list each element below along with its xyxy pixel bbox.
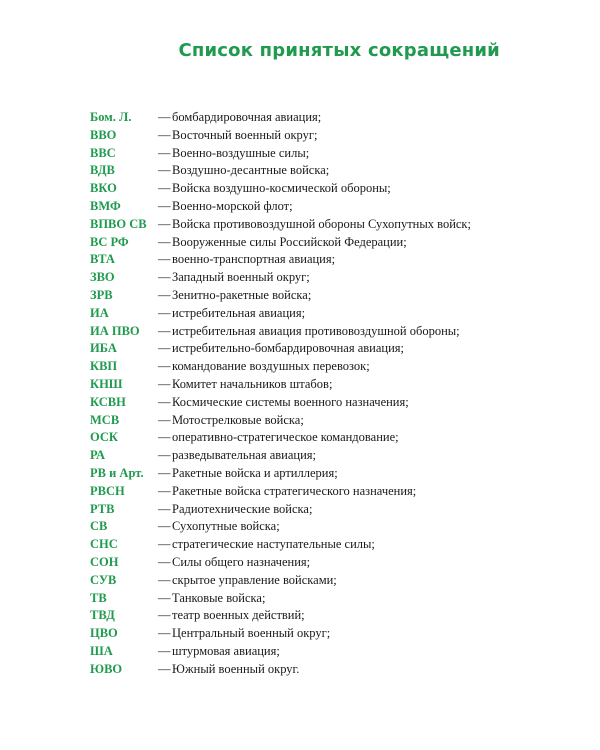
abbreviation-term: ИА ПВО — [90, 323, 140, 338]
abbreviation-definition: Военно-воздушные силы; — [172, 145, 310, 160]
abbreviation-dash: — — [158, 110, 171, 124]
abbreviation-term: ЗРВ — [90, 287, 113, 302]
abbreviation-dash: — — [158, 430, 171, 445]
abbreviation-term: ВКО — [90, 181, 117, 196]
abbreviation-row — [90, 251, 570, 269]
abbreviation-dash: — — [158, 252, 171, 267]
abbreviation-definition: командование воздушных перевозок; — [172, 359, 370, 374]
page-title: Список принятых сокращений — [178, 40, 500, 61]
abbreviation-dash: — — [158, 590, 171, 605]
abbreviation-term: ВМФ — [90, 198, 121, 213]
abbreviation-definition: военно-транспортная авиация; — [172, 252, 336, 267]
abbreviation-term: ВТА — [90, 252, 115, 267]
abbreviation-row — [90, 536, 570, 554]
abbreviation-row — [90, 109, 570, 127]
abbreviation-row — [90, 394, 570, 412]
abbreviation-row — [90, 483, 570, 501]
abbreviation-term: КНШ — [90, 376, 123, 391]
abbreviation-row — [90, 323, 570, 341]
abbreviation-row — [90, 465, 570, 483]
abbreviation-definition: бомбардировочная авиация; — [172, 110, 322, 124]
abbreviation-row — [90, 127, 570, 145]
abbreviation-definition: Радиотехнические войска; — [172, 501, 313, 516]
abbreviation-term: ТВ — [90, 590, 107, 605]
abbreviation-term: РВСН — [90, 483, 125, 498]
abbreviation-row — [90, 447, 570, 465]
abbreviation-row — [90, 643, 570, 661]
abbreviation-dash: — — [158, 465, 171, 480]
abbreviation-dash: — — [158, 127, 171, 142]
abbreviation-definition: Танковые войска; — [172, 590, 266, 605]
abbreviation-dash: — — [158, 305, 171, 320]
abbreviation-term: ИБА — [90, 341, 117, 356]
abbreviation-dash: — — [158, 341, 171, 356]
abbreviation-row — [90, 661, 570, 679]
abbreviation-row — [90, 501, 570, 519]
abbreviation-definition: Зенитно-ракетные войска; — [172, 287, 312, 302]
abbreviation-dash: — — [158, 661, 171, 676]
abbreviation-row — [90, 305, 570, 323]
abbreviation-dash: — — [158, 483, 171, 498]
abbreviation-dash: — — [158, 359, 171, 374]
abbreviation-row — [90, 429, 570, 447]
abbreviation-dash: — — [158, 519, 171, 534]
abbreviation-definition: истребительно-бомбардировочная авиация; — [172, 341, 405, 356]
abbreviation-dash: — — [158, 394, 171, 409]
abbreviation-definition: Мотострелковые войска; — [172, 412, 304, 427]
abbreviation-row — [90, 572, 570, 590]
abbreviation-term: КСВН — [90, 394, 126, 409]
abbreviation-dash: — — [158, 537, 171, 552]
abbreviation-dash: — — [158, 448, 171, 463]
abbreviation-dash: — — [158, 501, 171, 516]
abbreviation-definition: Военно-морской флот; — [172, 198, 293, 213]
abbreviation-dash: — — [158, 216, 171, 231]
abbreviation-dash: — — [158, 608, 171, 623]
abbreviation-list — [90, 109, 570, 679]
abbreviation-dash: — — [158, 412, 171, 427]
abbreviation-term: ВВС — [90, 145, 116, 160]
abbreviation-term: РТВ — [90, 501, 115, 516]
abbreviation-dash: — — [158, 626, 171, 641]
abbreviation-term: СВ — [90, 519, 108, 534]
abbreviation-definition: истребительная авиация противовоздушной обороны; — [172, 323, 460, 338]
abbreviation-row — [90, 269, 570, 287]
abbreviation-definition: скрытое управление войсками; — [172, 572, 337, 587]
abbreviation-term: ША — [90, 643, 113, 658]
abbreviation-row — [90, 412, 570, 430]
abbreviation-dash: — — [158, 181, 171, 196]
abbreviation-dash: — — [158, 554, 171, 569]
abbreviation-term: ВС РФ — [90, 234, 129, 249]
abbreviation-dash: — — [158, 198, 171, 213]
abbreviation-dash: — — [158, 376, 171, 391]
abbreviation-term: СНС — [90, 537, 118, 552]
abbreviation-definition: штурмовая авиация; — [172, 643, 280, 658]
abbreviation-row — [90, 554, 570, 572]
abbreviation-definition: Силы общего назначения; — [172, 554, 311, 569]
abbreviation-term: РВ и Арт. — [90, 465, 144, 480]
abbreviation-term: ЗВО — [90, 270, 115, 285]
abbreviation-definition: Вооруженные силы Российской Федерации; — [172, 234, 407, 249]
abbreviation-term: СОН — [90, 554, 119, 569]
abbreviation-term: ЦВО — [90, 626, 118, 641]
abbreviation-definition: разведывательная авиация; — [172, 448, 317, 463]
abbreviation-definition: Восточный военный округ; — [172, 127, 318, 142]
abbreviation-definition: оперативно-стратегическое командование; — [172, 430, 399, 445]
abbreviation-definition: Южный военный округ. — [172, 661, 300, 676]
abbreviation-row — [90, 287, 570, 305]
abbreviation-term: ЮВО — [90, 661, 123, 676]
abbreviation-row — [90, 358, 570, 376]
abbreviation-term: РА — [90, 448, 106, 463]
abbreviation-term: ВДВ — [90, 163, 115, 178]
abbreviation-definition: Войска воздушно-космической обороны; — [172, 181, 391, 196]
abbreviation-term: ВПВО СВ — [90, 216, 147, 231]
abbreviation-term: ИА — [90, 305, 109, 320]
abbreviation-row — [90, 234, 570, 252]
abbreviation-dash: — — [158, 234, 171, 249]
abbreviation-term: КВП — [90, 359, 118, 374]
abbreviation-term: ВВО — [90, 127, 117, 142]
abbreviation-row — [90, 625, 570, 643]
abbreviation-definition: театр военных действий; — [172, 608, 305, 623]
abbreviation-definition: Западный военный округ; — [172, 270, 310, 285]
abbreviation-dash: — — [158, 323, 171, 338]
abbreviation-dash: — — [158, 145, 171, 160]
abbreviation-row — [90, 340, 570, 358]
abbreviation-definition: Войска противовоздушной обороны Сухопутных войск; — [172, 216, 471, 231]
abbreviation-row — [90, 198, 570, 216]
abbreviation-term: ТВД — [90, 608, 115, 623]
abbreviation-dash: — — [158, 163, 171, 178]
abbreviation-definition: Ракетные войска и артиллерия; — [172, 465, 338, 480]
abbreviation-definition: Космические системы военного назначения; — [172, 394, 409, 409]
abbreviation-definition: стратегические наступательные силы; — [172, 537, 375, 552]
abbreviation-row — [90, 607, 570, 625]
abbreviation-row — [90, 590, 570, 608]
abbreviation-row — [90, 518, 570, 536]
abbreviation-dash: — — [158, 572, 171, 587]
abbreviation-row — [90, 180, 570, 198]
abbreviation-row — [90, 145, 570, 163]
abbreviation-term: Бом. Л. — [90, 110, 132, 124]
abbreviation-term: ОСК — [90, 430, 118, 445]
abbreviation-term: МСВ — [90, 412, 120, 427]
abbreviation-dash: — — [158, 643, 171, 658]
abbreviation-row — [90, 162, 570, 180]
abbreviation-row — [90, 216, 570, 234]
abbreviation-definition: Ракетные войска стратегического назначения; — [172, 483, 417, 498]
abbreviation-term: СУВ — [90, 572, 117, 587]
abbreviation-definition: Центральный военный округ; — [172, 626, 331, 641]
abbreviation-definition: истребительная авиация; — [172, 305, 306, 320]
abbreviation-row — [90, 376, 570, 394]
abbreviation-dash: — — [158, 287, 171, 302]
abbreviation-definition: Комитет начальников штабов; — [172, 376, 333, 391]
abbreviation-definition: Воздушно-десантные войска; — [172, 163, 330, 178]
abbreviation-definition: Сухопутные войска; — [172, 519, 280, 534]
abbreviation-dash: — — [158, 270, 171, 285]
